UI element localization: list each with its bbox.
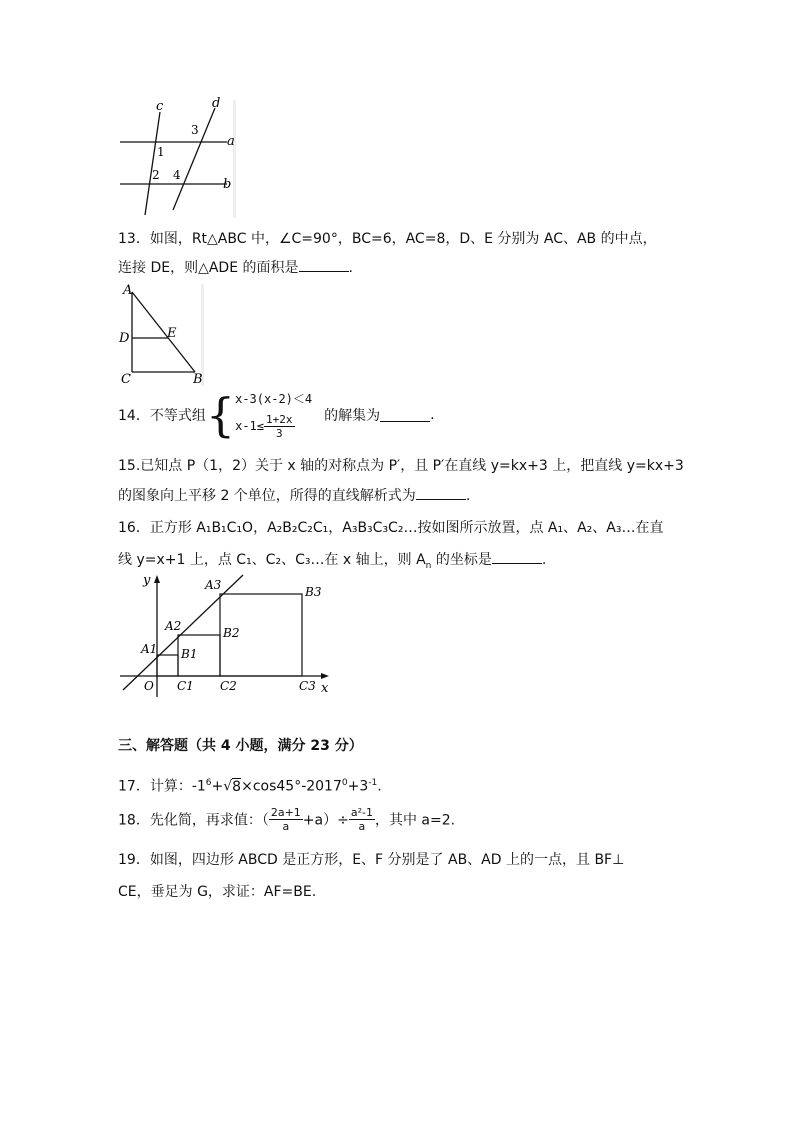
q14-end: . (430, 407, 435, 423)
q18 (118, 806, 455, 833)
q18-frac2-den: a (358, 820, 366, 833)
q18-frac2-num: a²-1 (350, 806, 373, 819)
q13-line2 (118, 258, 353, 278)
q18-frac1-den: a (282, 820, 290, 833)
q14-frac-den: 3 (275, 427, 283, 440)
label-B3: B3 (305, 585, 322, 599)
q17-rest2: +3 (347, 778, 369, 795)
q14-ineq2 (235, 413, 312, 440)
q14-frac-num: 1+2x (266, 413, 293, 426)
q15-answer-blank[interactable] (416, 487, 466, 500)
section-3-heading: 三、解答题（共 4 小题，满分 23 分） (118, 738, 363, 754)
q18-frac2 (349, 806, 375, 833)
q17-end: . (377, 778, 382, 795)
label-C: C (121, 372, 131, 387)
q16-line1: 16．正方形 A₁B₁C₁O，A₂B₂C₂C₁，A₃B₃C₃C₂…按如图所示放置，点 A₁、A₂、A₃…在直 (118, 520, 664, 536)
q16-answer-blank[interactable] (492, 551, 542, 564)
q13-answer-blank[interactable] (299, 259, 349, 272)
label-D: D (119, 331, 130, 346)
q13-end: . (348, 260, 353, 276)
label-E: E (167, 326, 177, 341)
label-B: B (193, 372, 203, 387)
q17-exp-0: 0 (341, 778, 348, 788)
q15-text: 的图象向上平移 2 个单位，所得的直线解析式为 (118, 488, 416, 504)
q14-answer-blank[interactable] (380, 409, 430, 422)
label-3: 3 (191, 123, 199, 137)
q14-suffix: 的解集为 (324, 408, 381, 424)
label-A1: A1 (141, 642, 158, 656)
q14-system (235, 390, 312, 440)
label-2: 2 (152, 168, 160, 182)
label-a: a (227, 134, 235, 149)
q16-text-b: 的坐标是 (431, 552, 492, 568)
q14-brace: { (205, 388, 236, 442)
label-A2: A2 (165, 619, 182, 633)
q15-line1: 15.已知点 P（1，2）关于 x 轴的对称点为 P′，且 P′在直线 y=kx+3 上，把直线 y=kx+3 (118, 458, 684, 474)
q17-prefix: 17．计算：-1 (118, 778, 206, 795)
q16-sub-n: n (425, 560, 432, 571)
figure-parallel-lines (115, 95, 250, 220)
label-C1: C1 (177, 679, 194, 693)
label-A: A (123, 283, 133, 298)
label-O: O (144, 679, 154, 693)
q18-prefix: 18．先化简，再求值：（ (118, 812, 269, 829)
q18-mid: +a）÷ (302, 812, 349, 829)
label-C3: C3 (299, 679, 316, 693)
q19-line2: CE，垂足为 G，求证：AF=BE. (118, 884, 317, 900)
q13-line1: 13．如图，Rt△ABC 中，∠C=90°，BC=6，AC=8，D、E 分别为 AC、AB 的中点， (118, 231, 657, 247)
q14-ineq2-lhs: x-1≤ (235, 419, 265, 433)
q18-suffix: ，其中 a=2. (374, 812, 456, 829)
q17-plus: + (211, 778, 224, 795)
q14-ineq1: x-3(x-2)＜4 (235, 392, 313, 406)
label-B1: B1 (181, 647, 198, 661)
label-A3: A3 (205, 578, 222, 592)
sqrt-icon: √ (223, 778, 233, 795)
square-1 (157, 655, 178, 676)
q17-rest: ×cos45°-2017 (241, 778, 342, 795)
figure-triangle-abc (115, 282, 210, 388)
q13-text: 连接 DE，则△ADE 的面积是 (118, 260, 299, 276)
label-b: b (223, 177, 232, 192)
label-c: c (156, 99, 164, 114)
q14 (118, 390, 435, 440)
q16-text-a: 线 y=x+1 上，点 C₁、C₂、C₃…在 x 轴上，则 A (118, 552, 426, 568)
x-axis-arrow (321, 673, 329, 679)
label-x: x (321, 681, 329, 696)
q17-exp-6: 6 (205, 778, 212, 788)
y-axis-arrow (154, 575, 160, 583)
label-y: y (143, 573, 151, 588)
label-4: 4 (173, 168, 181, 182)
q15-line2 (118, 486, 470, 506)
q15-end: . (465, 488, 471, 504)
q17 (118, 773, 382, 797)
q18-frac1 (269, 806, 303, 833)
label-1: 1 (157, 145, 165, 159)
q14-ineq2-fraction (264, 413, 295, 440)
label-d: d (212, 96, 221, 111)
q16-end: . (541, 552, 547, 568)
q17-sqrt-arg: 8 (232, 778, 242, 795)
figure-squares (115, 572, 340, 702)
label-B2: B2 (223, 626, 240, 640)
label-C2: C2 (220, 679, 237, 693)
side-ab (132, 292, 195, 372)
line-c (145, 112, 160, 215)
q18-frac1-num: 2a+1 (270, 806, 301, 819)
q14-prefix: 14．不等式组 (118, 408, 206, 424)
q17-exp-m1: -1 (368, 778, 378, 788)
q19-line1: 19．如图，四边形 ABCD 是正方形，E、F 分别是了 AB、AD 上的一点，且 BF⊥ (118, 852, 625, 868)
